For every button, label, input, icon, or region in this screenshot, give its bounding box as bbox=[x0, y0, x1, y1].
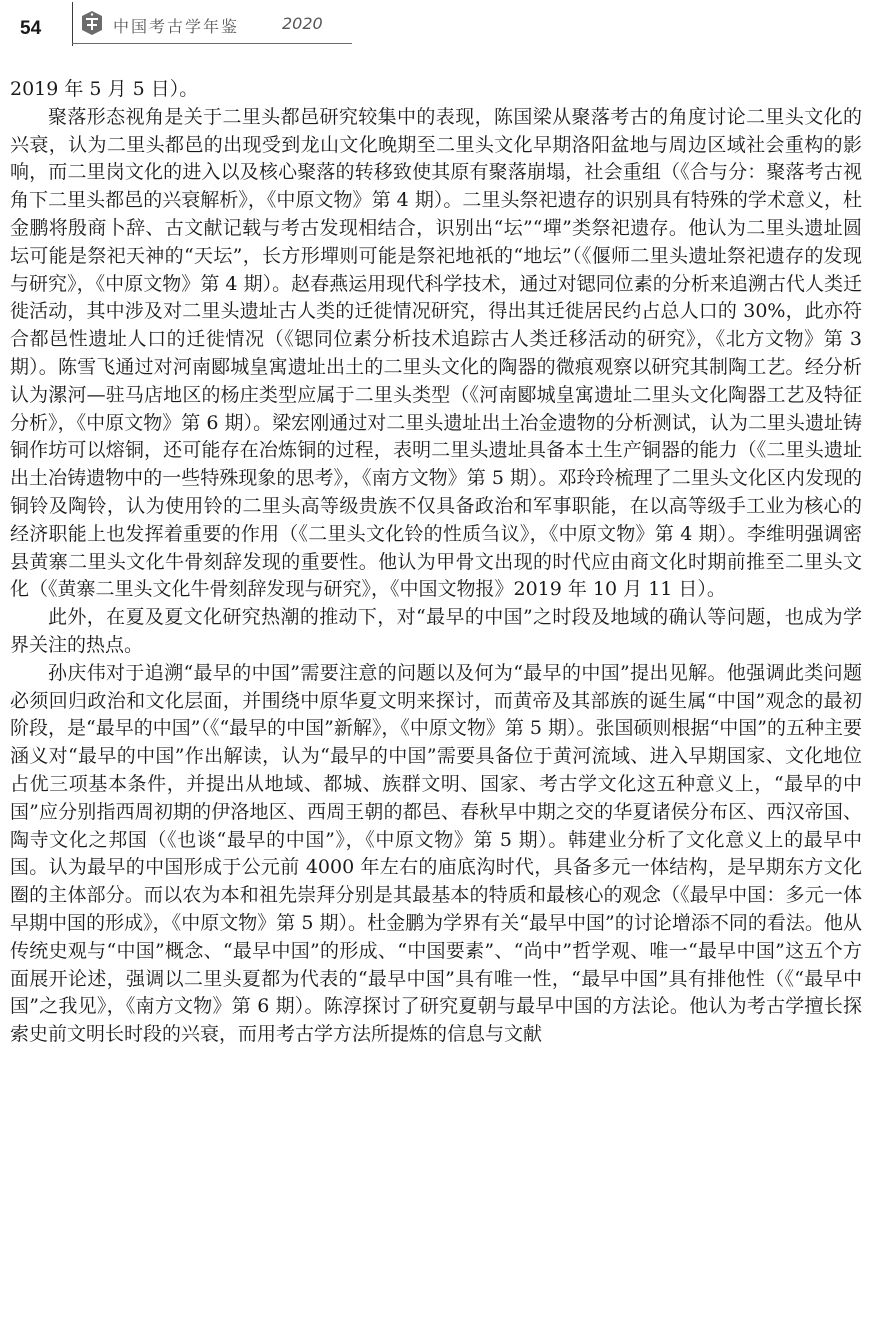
journal-year: 2020 bbox=[282, 14, 323, 33]
journal-title: 中国考古学年鉴 bbox=[113, 17, 240, 36]
header-divider-horizontal bbox=[72, 43, 352, 44]
paragraph: 孙庆伟对于追溯“最早的中国”需要注意的问题以及何为“最早的中国”提出见解。他强调此类问题必须回归政治和文化层面，并围绕中原华夏文明来探讨，而黄帝及其部族的诞生属“中国”观念的最初阶段，是“最早的中国”（《“最早的中国”新解》，《中原文物》第 5 期）。张国硕则根据“中国”的五种主要涵义对“最早的中国”作出解读，认为“最早的中国”需要具备位于黄河流域、进入早期国家、文化地位占优三项基本条件，并提出从地域、都城、族群文明、国家、考古学文化这五种意义上，“最早的中国”应分别指西周初期的伊洛地区、西周王朝的都邑、春秋早中期之交的华夏诸侯分布区、西汉帝国、陶寺文化之邦国（《也谈“最早的中国”》，《中原文物》第 5 期）。韩建业分析了文化意义上的最早中国。认为最早的中国形成于公元前 4000 年左右的庙底沟时代，具备多元一体结构，是早期东方文化圈的主体部分。而以农为本和祖先崇拜分别是其最基本的特质和最核心的观念（《最早中国：多元一体早期中国的形成》，《中原文物》第 5 期）。杜金鹏为学界有关“最早中国”的讨论增添不同的看法。他从传统史观与“中国”概念、“最早中国”的形成、“中国要素”、“尚中”哲学观、唯一“最早中国”这五个方面展开论述，强调以二里头夏都为代表的“最早中国”具有唯一性，“最早中国”具有排他性（《“最早中国”之我见》，《南方文物》第 6 期）。陈淳探讨了研究夏朝与最早中国的方法论。他认为考古学擅长探索史前文明长时段的兴衰，而用考古学方法所提炼的信息与文献 bbox=[10, 661, 862, 1046]
page-number: 54 bbox=[20, 18, 42, 39]
paragraph: 此外，在夏及夏文化研究热潮的推动下，对“最早的中国”之时段及地域的确认等问题，也成为学界关注的热点。 bbox=[10, 606, 862, 656]
header-divider-vertical bbox=[72, 2, 73, 46]
paragraph: 2019 年 5 月 5 日）。 bbox=[10, 78, 199, 100]
article-body bbox=[10, 76, 862, 1049]
yearbook-logo-icon bbox=[80, 10, 104, 36]
paragraph: 聚落形态视角是关于二里头都邑研究较集中的表现，陈国梁从聚落考古的角度讨论二里头文化的兴衰，认为二里头都邑的出现受到龙山文化晚期至二里头文化早期洛阳盆地与周边区域社会重构的影响，而二里岗文化的进入以及核心聚落的转移致使其原有聚落崩塌，社会重组（《合与分：聚落考古视角下二里头都邑的兴衰解析》，《中原文物》第 4 期）。二里头祭祀遗存的识别具有特殊的学术意义，杜金鹏将殷商卜辞、古文献记载与考古发现相结合，识别出“坛”“墠”类祭祀遗存。他认为二里头遗址圆坛可能是祭祀天神的“天坛”，长方形墠则可能是祭祀地祇的“地坛”（《偃师二里头遗址祭祀遗存的发现与研究》，《中原文物》第 4 期）。赵春燕运用现代科学技术，通过对锶同位素的分析来追溯古代人类迁徙活动，其中涉及对二里头遗址古人类的迁徙情况研究，得出其迁徙居民约占总人口的 30%，此亦符合都邑性遗址人口的迁徙情况（《锶同位素分析技术追踪古人类迁移活动的研究》，《北方文物》第 3 期）。陈雪飞通过对河南郾城皇寓遗址出土的二里头文化的陶器的微痕观察以研究其制陶工艺。经分析认为漯河—驻马店地区的杨庄类型应属于二里头类型（《河南郾城皇寓遗址二里头文化陶器工艺及特征分析》，《中原文物》第 6 期）。梁宏刚通过对二里头遗址出土冶金遗物的分析测试，认为二里头遗址铸铜作坊可以熔铜，还可能存在冶炼铜的过程，表明二里头遗址具备本土生产铜器的能力（《二里头遗址出土冶铸遗物中的一些特殊现象的思考》，《南方文物》第 5 期）。邓玲玲梳理了二里头文化区内发现的铜铃及陶铃，认为使用铃的二里头高等级贵族不仅具备政治和军事职能，在以高等级手工业为核心的经济职能上也发挥着重要的作用（《二里头文化铃的性质刍议》，《中原文物》第 4 期）。李维明强调密县黄寨二里头文化牛骨刻辞发现的重要性。他认为甲骨文出现的时代应由商文化时期前推至二里头文化（《黄寨二里头文化牛骨刻辞发现与研究》，《中国文物报》2019 年 10 月 11 日）。 bbox=[10, 105, 862, 601]
page-header bbox=[0, 0, 871, 52]
